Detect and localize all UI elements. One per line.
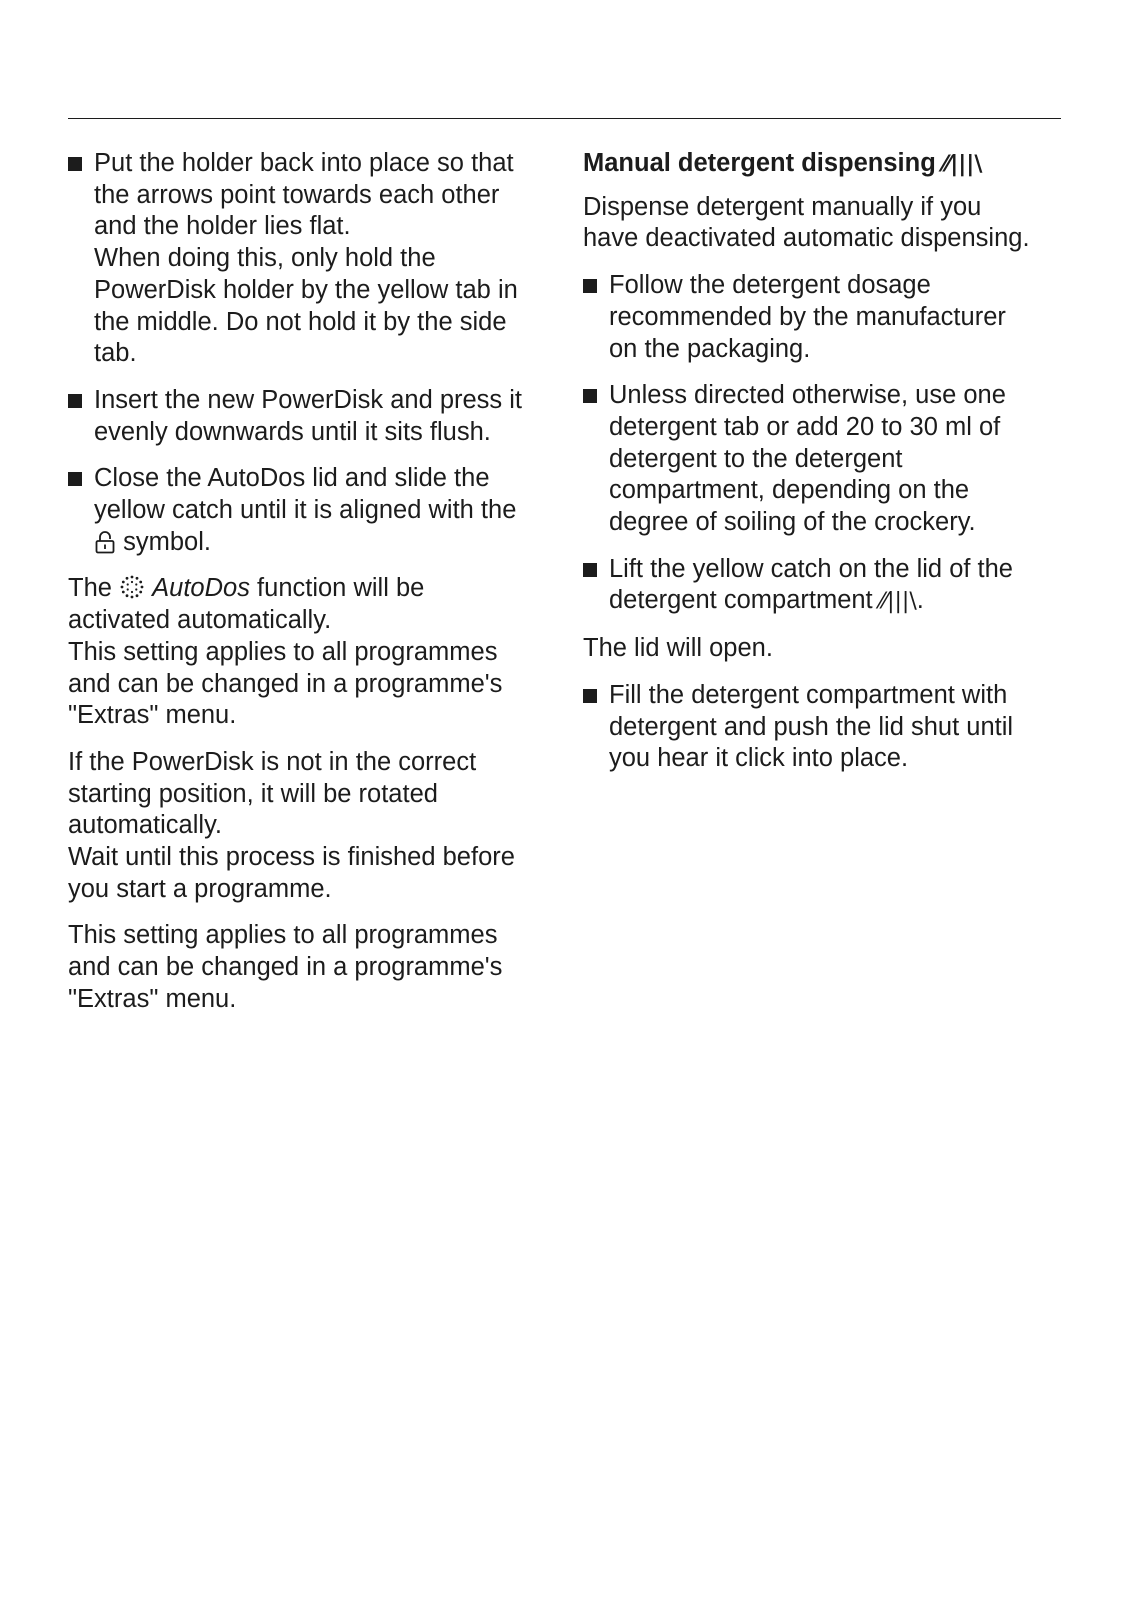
bullet-square-icon bbox=[68, 157, 82, 171]
powerdisk-position-paragraph: If the PowerDisk is not in the correct starting position, it will be rotated automatically. Wait until this process is finished before you start a programme. bbox=[68, 747, 515, 903]
bullet-square-icon bbox=[583, 689, 597, 703]
autodos-icon bbox=[119, 574, 145, 600]
detergent-compartment-icon: ⁄⁄|||\ bbox=[942, 152, 983, 177]
autodos-pre: The bbox=[68, 574, 112, 603]
left-column bbox=[68, 148, 558, 1031]
lift-catch-end: . bbox=[916, 586, 924, 615]
lid-open-paragraph: The lid will open. bbox=[583, 634, 773, 663]
list-item bbox=[68, 385, 558, 448]
autodos-paragraph bbox=[68, 573, 558, 732]
autodos-rest: activated automatically. This setting applies to all programmes and can be changed in a programme's "Extras" menu. bbox=[68, 606, 503, 730]
close-lid-text: Close the AutoDos lid and slide the yellow catch until it is aligned with the bbox=[94, 464, 517, 525]
padlock-icon bbox=[94, 530, 116, 554]
list-item bbox=[68, 148, 558, 370]
section-heading-text: Manual detergent dispensing bbox=[583, 149, 936, 177]
lift-catch-text: Lift the yellow catch on the lid of the detergent compartment bbox=[609, 554, 1013, 615]
instruction-insert-powerdisk: Insert the new PowerDisk and press it evenly downwards until it sits flush. bbox=[94, 385, 523, 446]
right-column bbox=[583, 148, 1063, 790]
close-lid-symbol-text: symbol. bbox=[123, 527, 211, 556]
list-item bbox=[583, 554, 1063, 618]
autodos-name: AutoDos bbox=[152, 574, 250, 603]
list-item bbox=[583, 380, 1063, 539]
instruction-lift-catch bbox=[609, 554, 1063, 618]
instruction-tab-amount: Unless directed otherwise, use one detergent tab or add 20 to 30 ml of detergent to the detergent compartment, depending on the degree of soiling of the crockery. bbox=[609, 381, 1006, 537]
bullet-square-icon bbox=[583, 563, 597, 577]
instruction-fill: Fill the detergent compartment with detergent and push the lid shut until you hear it click into place. bbox=[609, 680, 1014, 773]
autodos-post: function will be bbox=[257, 574, 425, 603]
bullet-square-icon bbox=[583, 389, 597, 403]
list-item bbox=[583, 270, 1063, 365]
section-heading bbox=[583, 148, 1063, 181]
detergent-compartment-icon: ⁄⁄|||\ bbox=[879, 589, 917, 615]
list-item bbox=[68, 463, 558, 558]
instruction-holder: Put the holder back into place so that the arrows point towards each other and the holder lies flat. When doing this, only hold the PowerDisk holder by the yellow tab in the middle. Do not hold it by the side tab. bbox=[94, 149, 518, 368]
bullet-square-icon bbox=[583, 279, 597, 293]
instruction-dosage: Follow the detergent dosage recommended by the manufacturer on the packaging. bbox=[609, 271, 1006, 363]
setting-note-paragraph: This setting applies to all programmes and can be changed in a programme's "Extras" menu. bbox=[68, 921, 503, 1013]
intro-paragraph: Dispense detergent manually if you have deactivated automatic dispensing. bbox=[583, 192, 1030, 253]
list-item bbox=[583, 680, 1063, 775]
bullet-square-icon bbox=[68, 472, 82, 486]
instruction-close-lid bbox=[94, 463, 558, 558]
bullet-square-icon bbox=[68, 394, 82, 408]
header-rule bbox=[68, 118, 1061, 119]
